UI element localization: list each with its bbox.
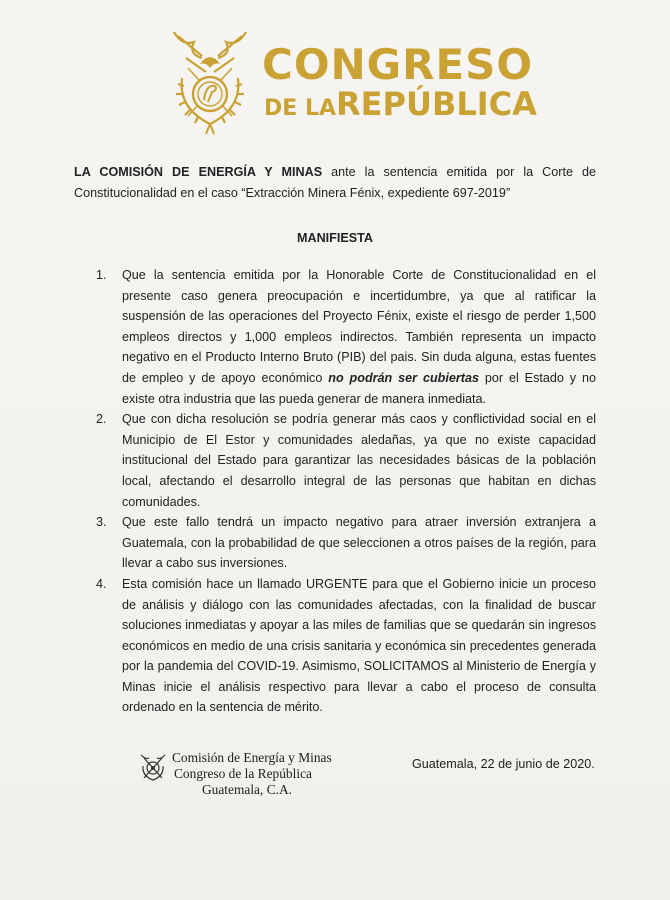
list-item-text-end: por el Estado y no existe otra industria que las pueda generar de manera inmediata. (122, 370, 596, 406)
list-item-text: Esta comisión hace un llamado URGENTE para que el Gobierno inicie un proceso de análisis y diálogo con las comunidades afectadas, con la finalidad de buscar soluciones inmediatas y apoyar a las miles de familias que se quedarán sin ingresos económicos en medio de una crisis sanitaria y económica sin precedentes generada por la pandemia del COVID-19. Asimismo, SOLICITAMOS al Ministerio de Energía y Minas inicie el análisis respectivo para llevar a cabo el proceso de consulta ordenado en la sentencia de mérito. (122, 576, 596, 715)
list-item (96, 512, 596, 574)
signature-text (172, 750, 332, 798)
list-item-number: 4. (96, 576, 107, 591)
intro-text: ante la sentencia emitida por la Corte de Constitucionalidad en el caso “Extracción Minera Fénix, expediente 697-2019” (74, 165, 596, 200)
coat-of-arms-emblem (168, 28, 252, 136)
list-item-emphasis: no podrán ser cubiertas (328, 370, 479, 385)
list-item (96, 409, 596, 512)
list-item-number: 3. (96, 515, 107, 530)
intro-subject: LA COMISIÓN DE ENERGÍA Y MINAS (74, 165, 323, 179)
brand-subtitle-main: REPÚBLICA (336, 85, 537, 123)
brand-subtitle (264, 85, 537, 123)
list-item-text: Que la sentencia emitida por la Honorable Corte de Constitucionalidad en el presente caso genera preocupación e incertidumbre, ya que al ratificar la suspensión de las operaciones del Proyecto Fénix, existe el riesgo de perder 1,500 empleos directos y 1,000 empleos indirectos. También representa un impacto negativo en el Producto Interno Bruto (PIB) del pais. Sin duda alguna, estas fuentes de empleo y de apoyo económico (122, 268, 596, 385)
list-item (96, 265, 596, 409)
heading: MANIFIESTA (296, 231, 374, 245)
list-item-text: Que este fallo tendrá un impacto negativo para atraer inversión extranjera a Guatemala, con la probabilidad de que seleccionen a otros países de la región, para llevar a cabo sus inversiones. (122, 515, 596, 571)
document-date: Guatemala, 22 de junio de 2020. (412, 757, 595, 771)
manifest-list (96, 265, 596, 718)
signature-line-2: Congreso de la República (174, 766, 312, 781)
brand-title: CONGRESO (262, 40, 534, 89)
letterhead (168, 28, 537, 138)
signature-line-1: Comisión de Energía y Minas (172, 750, 332, 765)
list-item-number: 1. (96, 268, 107, 282)
list-item (96, 574, 596, 718)
brand-subtitle-prefix: DE LA (264, 96, 336, 121)
signature-stamp (138, 750, 358, 800)
list-item-text: Que con dicha resolución se podría generar más caos y conflictividad social en el Municipio de El Estor y comunidades aledañas, ya que no existe capacidad institucional del Estado para garantizar las necesidades básicas de la población local, afectando el desarrollo integral de las personas que habitan en dichas comunidades. (122, 412, 596, 509)
coat-of-arms-seal (138, 752, 168, 782)
intro-paragraph (74, 162, 596, 204)
list-item-number: 2. (96, 412, 107, 427)
signature-line-3: Guatemala, C.A. (202, 782, 292, 797)
